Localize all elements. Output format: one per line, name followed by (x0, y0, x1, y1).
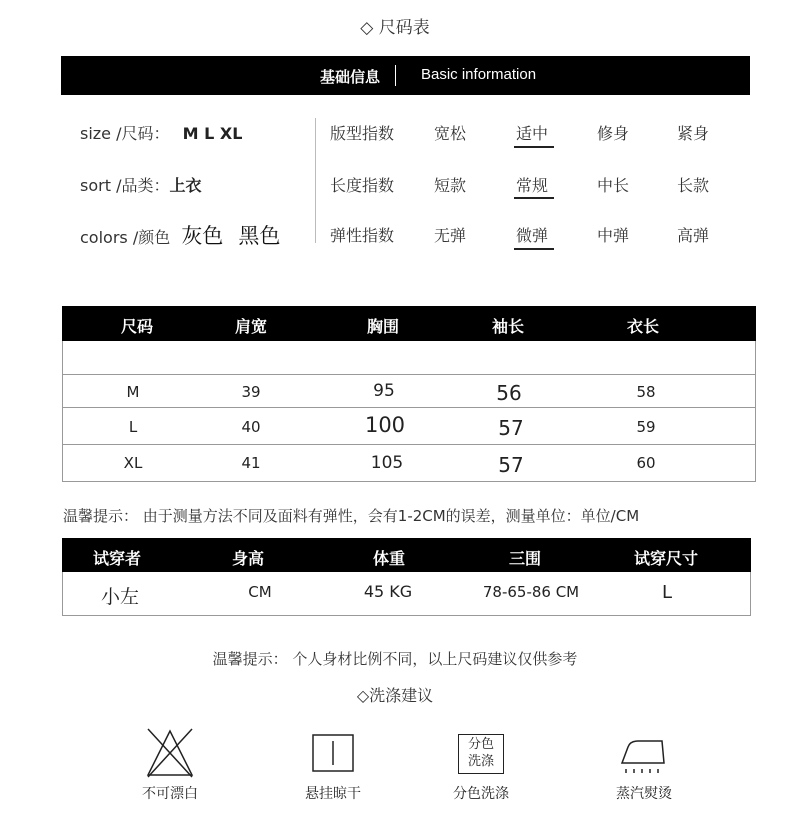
cell-length: 59 (636, 418, 656, 436)
cell-shoulder: 41 (241, 454, 261, 472)
header-chest: 胸围 (366, 317, 400, 336)
header-height: 身高 (231, 549, 265, 568)
cell-shoulder: 39 (241, 383, 261, 401)
table-row (62, 408, 756, 445)
index-option: 短款 (434, 176, 467, 195)
size-values: M L XL (182, 124, 243, 143)
wash-title: ◇洗涤建议 (356, 686, 434, 705)
sort-value: 上衣 (169, 176, 202, 195)
cell-chest: 105 (370, 453, 404, 473)
hang-dry-icon (311, 733, 355, 773)
index-option-selected: 微弹 (516, 226, 549, 245)
try-on-table (62, 538, 751, 616)
basic-info-zh: 基础信息 (319, 68, 380, 86)
color-black: 黑色 (238, 224, 281, 248)
cell-measurements: 78-65-86 CM (482, 583, 580, 601)
separate-wash-icon-text-2: 洗涤 (467, 754, 494, 769)
cell-length: 58 (636, 383, 656, 401)
size-label: size /尺码： (80, 124, 170, 143)
index-option: 无弹 (434, 226, 467, 245)
selected-underline (514, 146, 554, 148)
wash-label-steam-iron: 蒸汽熨烫 (616, 786, 672, 802)
colors-row (80, 220, 280, 250)
index-option: 宽松 (434, 124, 467, 143)
separate-wash-icon (458, 734, 504, 774)
cell-size: XL (123, 454, 143, 472)
header-tester: 试穿者 (92, 549, 142, 568)
separate-wash-icon-text-1: 分色 (467, 737, 494, 752)
page-title: ◇ 尺码表 (360, 18, 430, 38)
colors-label: colors /颜色 (80, 228, 171, 247)
index-option: 高弹 (677, 226, 710, 245)
basic-info-bar (61, 56, 750, 95)
cell-chest: 100 (364, 413, 406, 437)
table-row (62, 445, 756, 482)
cell-sleeve: 57 (498, 416, 524, 440)
header-measurements: 三围 (508, 549, 542, 568)
size-row (80, 121, 242, 144)
wash-label-separate: 分色洗涤 (453, 786, 509, 802)
selected-underline (514, 248, 554, 250)
try-on-row (62, 572, 751, 616)
cell-try-size: L (661, 582, 673, 603)
index-name-length: 长度指数 (330, 176, 395, 195)
cell-height: CM (248, 583, 272, 601)
sort-label: sort /品类： (80, 176, 170, 195)
measurement-note: 温馨提示： 由于测量方法不同及面料有弹性，会有1-2CM的误差，测量单位：单位/CM (63, 507, 640, 525)
cell-sleeve: 57 (498, 453, 524, 477)
index-option: 紧身 (677, 124, 710, 143)
info-divider (315, 118, 316, 243)
index-option: 中长 (597, 176, 630, 195)
color-gray: 灰色 (181, 224, 224, 248)
steam-iron-icon (618, 733, 670, 777)
basic-info-en: Basic information (421, 66, 537, 83)
index-option: 中弹 (597, 226, 630, 245)
size-table (62, 306, 756, 482)
header-length: 衣长 (626, 317, 660, 336)
table-row (62, 375, 756, 408)
cell-chest: 95 (373, 381, 395, 401)
sort-row (80, 173, 201, 196)
index-name-elastic: 弹性指数 (330, 226, 395, 245)
header-size: 尺码 (120, 317, 154, 336)
header-try-size: 试穿尺寸 (633, 549, 699, 568)
header-shoulder: 肩宽 (234, 317, 268, 336)
index-name-fit: 版型指数 (330, 124, 395, 143)
size-table-header (62, 306, 756, 341)
cell-sleeve: 56 (496, 381, 522, 405)
cell-size: L (128, 418, 138, 436)
header-sleeve: 袖长 (491, 317, 525, 336)
wash-label-hang-dry: 悬挂晾干 (305, 786, 361, 802)
index-option-selected: 常规 (516, 176, 549, 195)
no-bleach-icon (140, 725, 200, 780)
cell-size: M (126, 383, 140, 401)
header-weight: 体重 (372, 549, 406, 568)
cell-length: 60 (636, 454, 656, 472)
bar-divider (395, 65, 396, 86)
try-on-header (62, 538, 751, 572)
cell-shoulder: 40 (241, 418, 261, 436)
wash-label-no-bleach: 不可漂白 (142, 786, 198, 802)
table-row-empty (62, 341, 756, 375)
cell-tester: 小左 (100, 586, 140, 608)
selected-underline (514, 197, 554, 199)
index-option: 长款 (677, 176, 710, 195)
index-option-selected: 适中 (516, 124, 549, 143)
fit-note: 温馨提示： 个人身材比例不同，以上尺码建议仅供参考 (212, 650, 578, 668)
index-option: 修身 (597, 124, 630, 143)
cell-weight: 45 KG (363, 582, 413, 601)
